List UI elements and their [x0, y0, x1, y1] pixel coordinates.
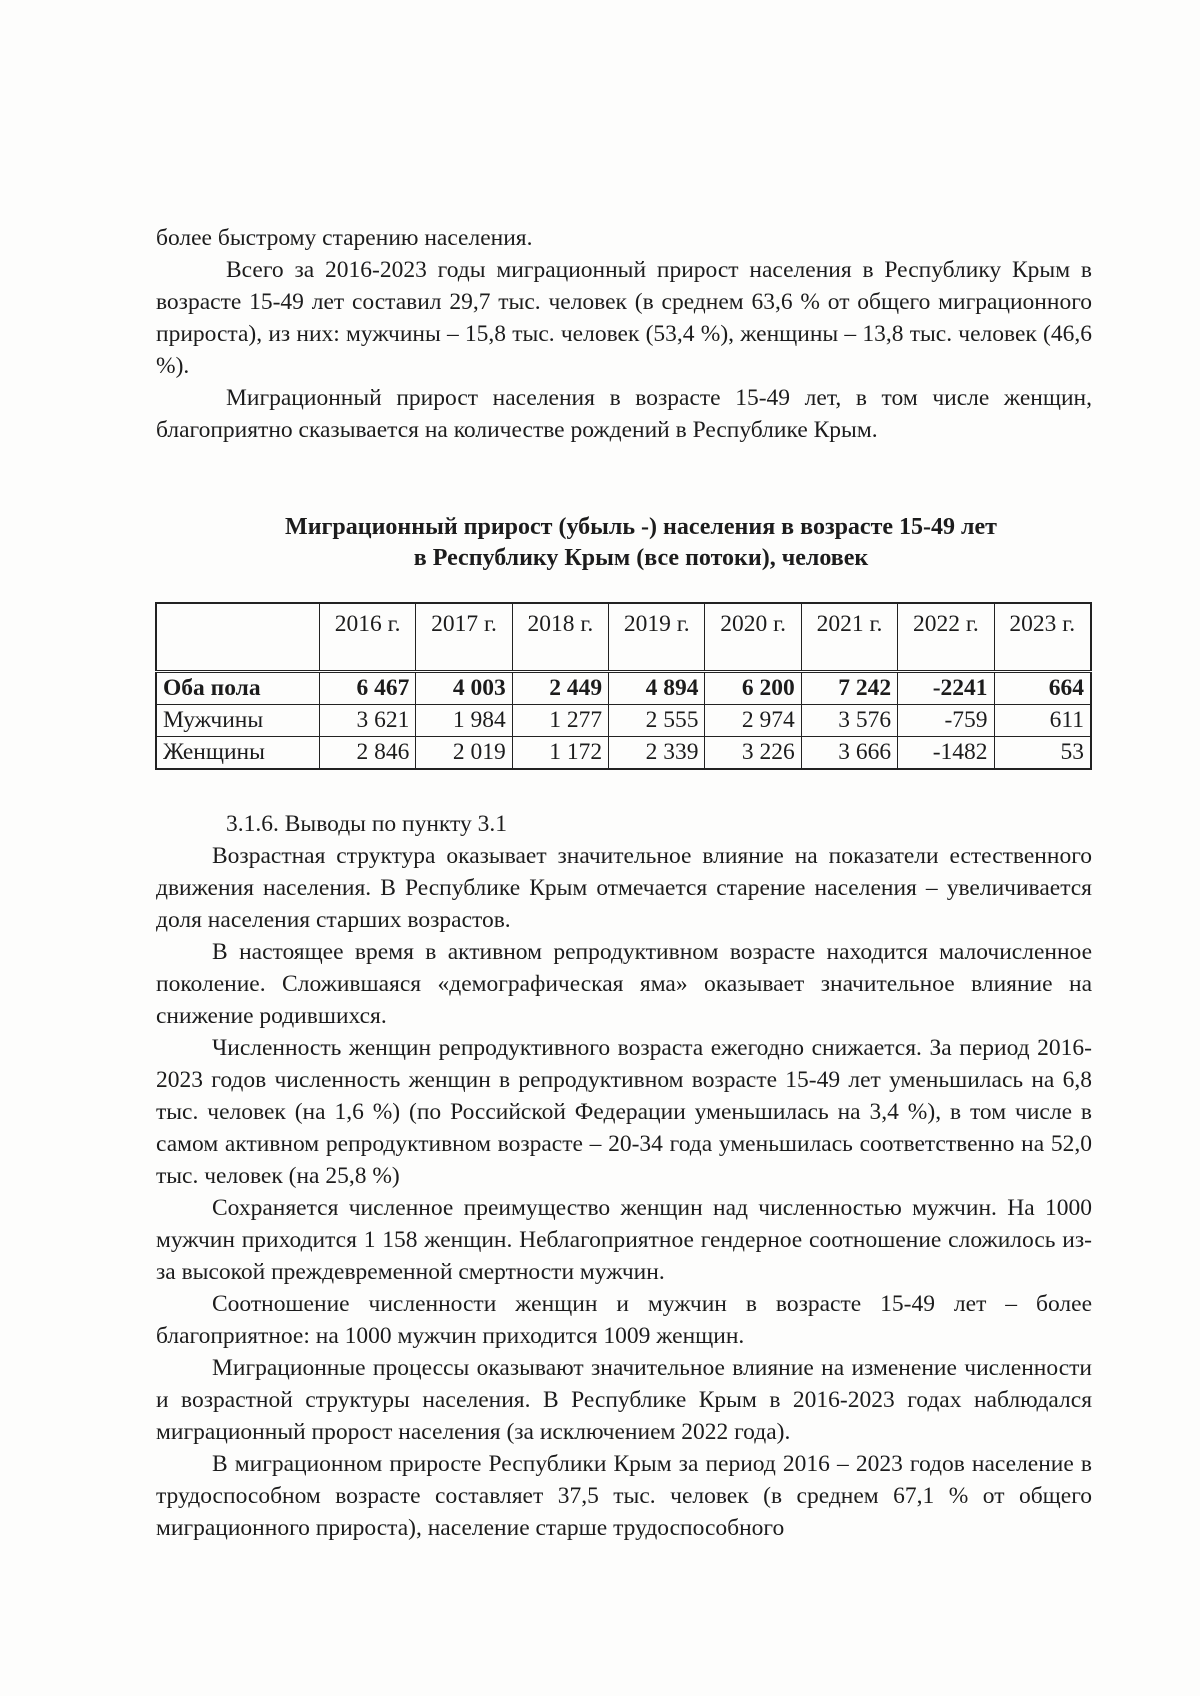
year-header: 2022 г. [898, 603, 994, 672]
table-row [156, 672, 1091, 705]
paragraph: Соотношение численности женщин и мужчин в возрасте 15-49 лет – более благоприятное: на 1000 мужчин приходится 1009 женщин. [156, 1291, 1092, 1349]
table-row [156, 737, 1091, 770]
year-header: 2018 г. [512, 603, 608, 672]
year-header: 2023 г. [994, 603, 1091, 672]
header-corner-cell [156, 603, 320, 672]
paragraph: Численность женщин репродуктивного возраста ежегодно снижается. За период 2016-2023 годов численность женщин в репродуктивном возрасте 15-49 лет уменьшилась на 6,8 тыс. человек (на 1,6 %) (по Российской Федерации уменьшилась на 3,4 %), в том числе в самом активном репродуктивном возрасте – 20-34 года уменьшилась соответственно на 52,0 тыс. человек (на 25,8 %) [156, 1035, 1092, 1189]
table-cell: 2 339 [609, 737, 705, 770]
paragraph: Всего за 2016-2023 годы миграционный прирост населения в Республику Крым в возрасте 15-49 лет составил 29,7 тыс. человек (в среднем 63,6 % от общего миграционного прироста), из них: мужчины – 15,8 тыс. человек (53,4 %), женщины – 13,8 тыс. человек (46,6 %). [156, 257, 1092, 379]
text-block-bottom [156, 840, 1092, 1544]
text-block-top [156, 222, 1092, 446]
table-row [156, 705, 1091, 737]
paragraph: Сохраняется численное преимущество женщин над численностью мужчин. На 1000 мужчин приходится 1 158 женщин. Неблагоприятное гендерное соотношение сложилось из-за высокой преждевременной смертности мужчин. [156, 1195, 1092, 1285]
table-cell: 1 277 [512, 705, 608, 737]
row-label: Женщины [156, 737, 320, 770]
table-cell: -2241 [898, 672, 994, 705]
table-cell: 1 984 [416, 705, 512, 737]
table-cell: 1 172 [512, 737, 608, 770]
table-cell: 53 [994, 737, 1091, 770]
section-heading: 3.1.6. Выводы по пункту 3.1 [226, 811, 508, 837]
table-cell: 6 200 [705, 672, 801, 705]
paragraph: Миграционные процессы оказывают значительное влияние на изменение численности и возрастной структуры населения. В Республике Крым в 2016-2023 годах наблюдался миграционный пророст населения (за исключением 2022 года). [156, 1355, 1092, 1445]
table-cell: 2 974 [705, 705, 801, 737]
migration-table [155, 602, 1092, 770]
paragraph: В миграционном приросте Республики Крым за период 2016 – 2023 годов население в трудоспособном возрасте составляет 37,5 тыс. человек (в среднем 67,1 % от общего миграционного прироста), население старше трудоспособного [156, 1451, 1092, 1541]
table-header-row [156, 603, 1091, 672]
table-title-line: в Республику Крым (все потоки), человек [413, 545, 869, 571]
table-cell: 7 242 [801, 672, 897, 705]
year-header: 2021 г. [801, 603, 897, 672]
table-cell: 3 226 [705, 737, 801, 770]
paragraph: Возрастная структура оказывает значительное влияние на показатели естественного движения населения. В Республике Крым отмечается старение населения – увеличивается доля населения старших возрастов. [156, 843, 1092, 933]
table-cell: 4 003 [416, 672, 512, 705]
table-cell: 4 894 [609, 672, 705, 705]
table-cell: 3 576 [801, 705, 897, 737]
table-cell: 3 621 [320, 705, 416, 737]
table-cell: 2 019 [416, 737, 512, 770]
paragraph: более быстрому старению населения. [156, 225, 533, 251]
table-cell: 664 [994, 672, 1091, 705]
table-cell: -759 [898, 705, 994, 737]
table-cell: 6 467 [320, 672, 416, 705]
row-label: Оба пола [156, 672, 320, 705]
year-header: 2019 г. [609, 603, 705, 672]
table-cell: 2 449 [512, 672, 608, 705]
table-cell: 2 846 [320, 737, 416, 770]
table-cell: 611 [994, 705, 1091, 737]
table-cell: 2 555 [609, 705, 705, 737]
row-label: Мужчины [156, 705, 320, 737]
table-cell: 3 666 [801, 737, 897, 770]
year-header: 2016 г. [320, 603, 416, 672]
year-header: 2020 г. [705, 603, 801, 672]
table-cell: -1482 [898, 737, 994, 770]
table-title-line: Миграционный прирост (убыль -) населения в возрасте 15-49 лет [285, 514, 997, 540]
paragraph: В настоящее время в активном репродуктивном возрасте находится малочисленное поколение. Сложившаяся «демографическая яма» оказывает значительное влияние на снижение родившихся. [156, 939, 1092, 1029]
year-header: 2017 г. [416, 603, 512, 672]
table-title [156, 512, 1092, 574]
paragraph: Миграционный прирост населения в возрасте 15-49 лет, в том числе женщин, благоприятно сказывается на количестве рождений в Республике Крым. [156, 385, 1092, 443]
